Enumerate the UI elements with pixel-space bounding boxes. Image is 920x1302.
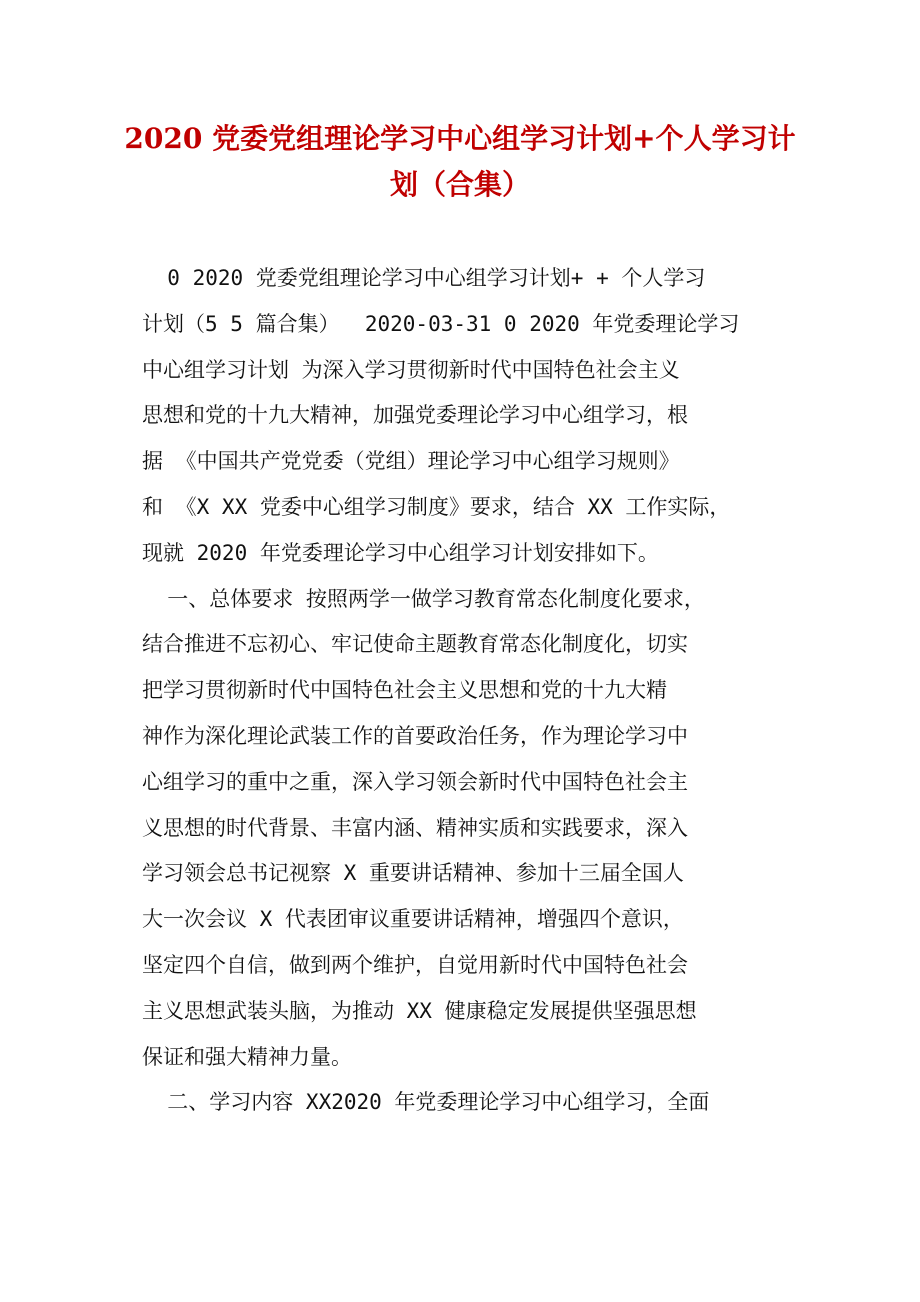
text-line: 心组学习的重中之重，深入学习领会新时代中国特色社会主 bbox=[142, 769, 688, 794]
paragraph-general-requirements bbox=[142, 577, 792, 1081]
text-line: 思想和党的十九大精神，加强党委理论学习中心组学习，根 bbox=[142, 403, 688, 428]
text-line: 学习领会总书记视察 X 重要讲话精神、参加十三届全国人 bbox=[142, 861, 684, 886]
title-line-2: 划（合集） bbox=[389, 168, 530, 201]
text-line: 和 《X XX 党委中心组学习制度》要求，结合 XX 工作实际， bbox=[142, 494, 731, 519]
title-line-1: 2020 党委党组理论学习中心组学习计划+个人学习计 bbox=[124, 122, 796, 155]
document-body bbox=[142, 256, 792, 1126]
text-line: 神作为深化理论武装工作的首要政治任务，作为理论学习中 bbox=[142, 723, 688, 748]
text-line: 大一次会议 X 代表团审议重要讲话精神，增强四个意识， bbox=[142, 907, 684, 932]
text-line: 中心组学习计划 为深入学习贯彻新时代中国特色社会主义 bbox=[142, 357, 680, 382]
text-line: 把学习贯彻新时代中国特色社会主义思想和党的十九大精 bbox=[142, 678, 667, 703]
text-line: 坚定四个自信，做到两个维护，自觉用新时代中国特色社会 bbox=[142, 952, 688, 977]
text-line: 保证和强大精神力量。 bbox=[142, 1044, 352, 1069]
text-line: 现就 2020 年党委理论学习中心组学习计划安排如下。 bbox=[142, 540, 659, 565]
text-line: 义思想的时代背景、丰富内涵、精神实质和实践要求，深入 bbox=[142, 815, 688, 840]
document-title bbox=[110, 116, 810, 208]
text-line: 一、总体要求 按照两学一做学习教育常态化制度化要求， bbox=[142, 586, 705, 611]
text-line: 0 2020 党委党组理论学习中心组学习计划+ + 个人学习 bbox=[142, 266, 706, 290]
paragraph-study-content bbox=[142, 1080, 792, 1126]
paragraph-intro bbox=[142, 256, 792, 577]
text-line: 二、学习内容 XX2020 年党委理论学习中心组学习，全面 bbox=[142, 1090, 710, 1115]
text-line: 据 《中国共产党党委（党组）理论学习中心组学习规则》 bbox=[142, 449, 680, 474]
text-line: 主义思想武装头脑，为推动 XX 健康稳定发展提供坚强思想 bbox=[142, 998, 697, 1023]
text-line: 结合推进不忘初心、牢记使命主题教育常态化制度化，切实 bbox=[142, 632, 688, 657]
text-line: 计划（5 5 篇合集） 2020-03-31 0 2020 年党委理论学习 bbox=[142, 311, 740, 336]
